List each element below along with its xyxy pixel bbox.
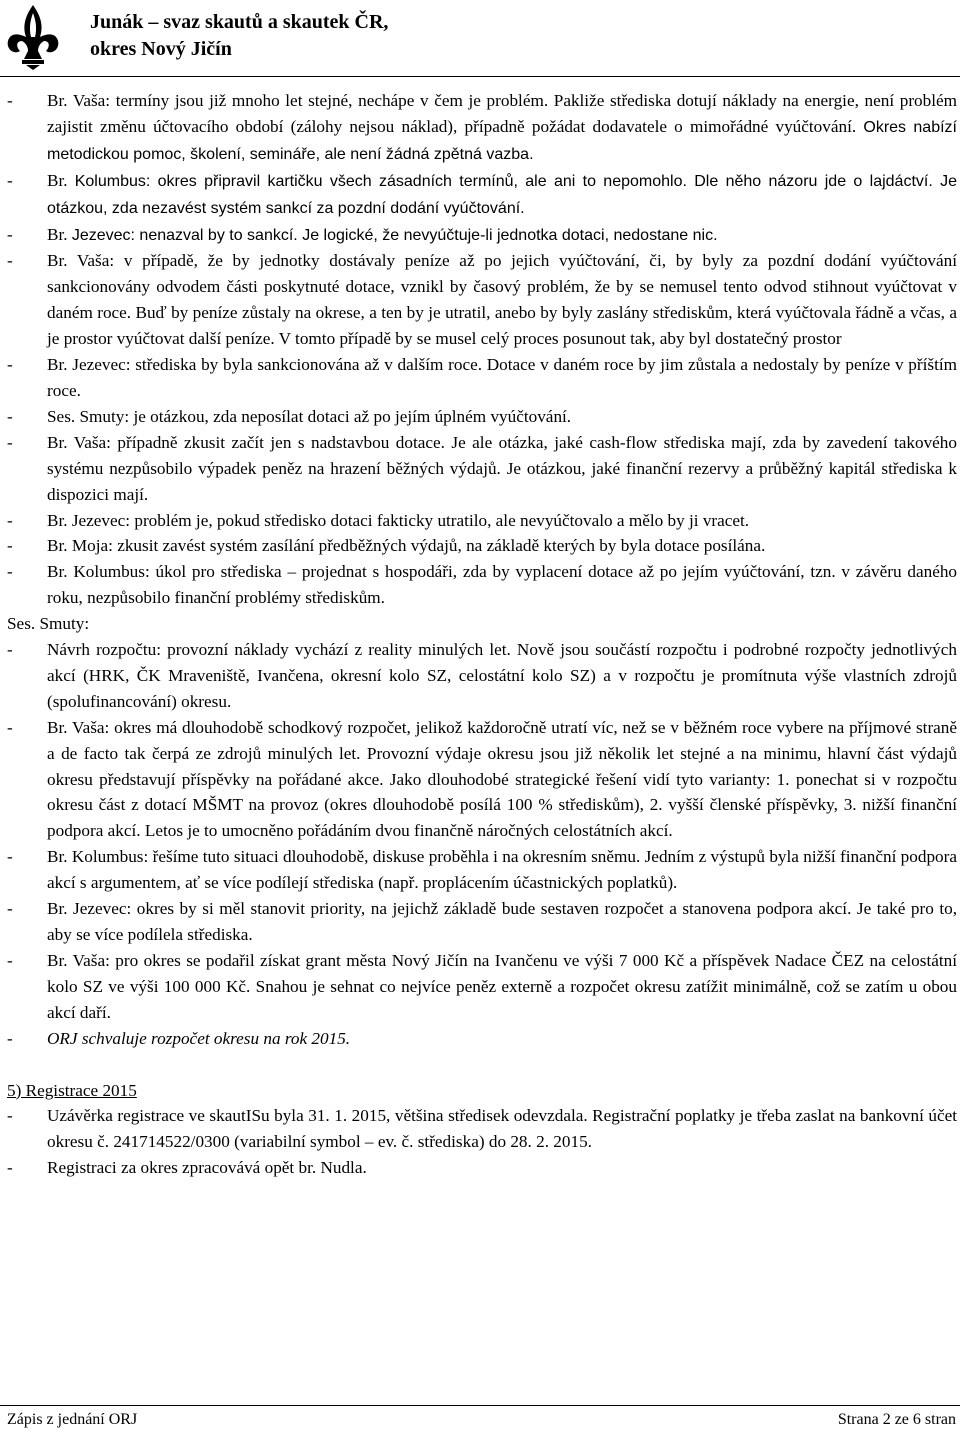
speaker: Br. Jezevec:: [47, 355, 131, 375]
item-text: pro okres se podařil získat grant města Nový Jičín na Ivančenu ve výši 7 000 Kč a příspěvek Nadace ČEZ na celostátní kolo SZ ve výši 100 000 Kč. Snahou je sehnat co nejvíce peněz externě a rozpočet okresu zatížit minimálně, což se zatím u obou akcí daří.: [47, 950, 958, 1022]
list-item: - Br. Vaša: pro okres se podařil získat grant města Nový Jičín na Ivančenu ve výši 7 000 Kč a příspěvek Nadace ČEZ na celostátní kolo SZ ve výši 100 000 Kč. Snahou je sehnat co nejvíce peněz externě a rozpočet okresu zatížit minimálně, což se zatím u obou akcí daří.: [7, 950, 958, 1022]
item-text: úkol pro střediska – projednat s hospodáři, zda by vyplacení dotace až po jejím vyúčtování, tzn. v závěru daného roku, nezpůsobilo finanční problémy střediskům.: [47, 562, 958, 608]
scout-lily-logo-icon: [4, 3, 62, 71]
item-text: střediska by byla sankcionována až v dalším roce. Dotace v daném roce by jim zůstala a nedostaly by peníze v příštím roce.: [47, 355, 957, 400]
speaker: Br.: [47, 170, 68, 190]
list-item-resolution: - ORJ schvaluje rozpočet okresu na rok 2015.: [7, 1028, 351, 1048]
item-text: okres má dlouhodobě schodkový rozpočet, jelikož každoročně utratí víc, než se v běžném roce vybere na příjmové straně a de facto tak čerpá ze zdrojů minulých let. Provozní výdaje okresu jsou již několik let stejné a na minimu, hlavní část výdajů okresu představují příspěvky na pořádané akce. Jako dlouhodobé strategické řešení vidí tyto varianty: 1. ponechat si v rozpočtu okresu část z dotací MŠMT na provoz (okres dlouhodobě posílá 100 % střediskům), 2. vyšší členské příspěvky, 3. nižší finanční podpora akcí. Letos je to umocněno pořádáním dvou finančně náročných celostátních akcí.: [47, 717, 958, 841]
list-item: - Br. Jezevec: nenazval by to sankcí. Je logické, že nevyúčtuje-li jednotka dotaci, nedostane nic.: [7, 224, 718, 244]
item-text: termíny jsou již mnoho let stejné, nechápe v čem je problém. Pakliže střediska dotují náklady na energie, není problém zajistit změnu účtovacího období (zálohy nejsou náklad), případně požádat dodavatele o mimořádné vyúčtování.: [47, 91, 958, 136]
list-item: - Uzávěrka registrace ve skautISu byla 31. 1. 2015, většina středisek odevzdala. Registrační poplatky je třeba zaslat na bankovní účet okresu č. 241714522/0300 (variabilní symbol – ev. č. střediska) do 28. 2. 2015.: [7, 1106, 957, 1152]
list-item: - Br. Vaša: případně zkusit začít jen s nadstavbou dotace. Je ale otázka, jaké cash-flow střediska mají, zda by zavedení takového systému nezpůsobilo výpadek peněz na hrazení běžných výdajů. Je otázkou, jaké finanční rezervy a průběžný kapitál střediska k dispozici mají.: [7, 432, 957, 504]
list-item: - Br. Kolumbus: řešíme tuto situaci dlouhodobě, diskuse proběhla i na okresním sněmu. Jedním z výstupů byla nižší finanční podpora akcí s argumentem, ať se více podílejí střediska (např. proplácením účastnických poplatků).: [7, 847, 958, 893]
item-text: problém je, pokud středisko dotaci fakticky utratilo, ale nevyúčtovalo a mělo by ji vracet.: [134, 510, 750, 530]
speaker: Br. Kolumbus:: [47, 847, 149, 867]
org-name: Junák – svaz skautů a skautek ČR,: [90, 11, 389, 33]
footer-left: Zápis z jednání ORJ: [7, 1411, 138, 1428]
list-item: - Ses. Smuty: je otázkou, zda neposílat dotaci až po jejím úplném vyúčtování.: [7, 406, 572, 426]
list-item: - Registraci za okres zpracovává opět br. Nudla.: [7, 1158, 367, 1178]
list-item: - Br. Kolumbus: okres připravil kartičku všech zásadních termínů, ale ani to nepomohlo. Dle něho názoru jde o lajdáctví. Je otázkou, zda nezavést systém sankcí za pozdní dodání vyúčtování.: [7, 170, 958, 217]
speaker: Ses. Smuty:: [47, 406, 130, 426]
item-text: v případě, že by jednotky dostávaly peníze až po jejich vyúčtování, či, by byly za pozdní dodání vyúčtování sankcionovány odvodem části poskytnuté dotace, vznikl by časový problém, že by se nemusel tento odvod stihnout vyúčtovat v daném roce. Buď by peníze zůstaly na okrese, a ten by je utratil, anebo by byly zaslány střediskům, která vyúčtovala řádně a včas, a je prostor vyúčtovat další peníze. V tomto případě by se musel celý proces posunout tak, aby byl dostatečný prostor: [47, 251, 958, 349]
speaker: Br.: [47, 224, 68, 244]
list-item: - Br. Vaša: v případě, že by jednotky dostávaly peníze až po jejich vyúčtování, či, by byly za pozdní dodání vyúčtování sankcionovány odvodem části poskytnuté dotace, vznikl by časový problém, že by se nemusel tento odvod stihnout vyúčtovat v daném roce. Buď by peníze zůstaly na okrese, a ten by je utratil, anebo by byly zaslány střediskům, která vyúčtovala řádně a včas, a je prostor vyúčtovat další peníze. V tomto případě by se musel celý proces posunout tak, aby byl dostatečný prostor: [7, 251, 958, 349]
section-heading: 5) Registrace 2015: [7, 1080, 137, 1100]
item-text: případně zkusit začít jen s nadstavbou dotace. Je ale otázka, jaké cash-flow střediska mají, zda by zavedení takového systému nezpůsobilo výpadek peněz na hrazení běžných výdajů. Je otázkou, jaké finanční rezervy a průběžný kapitál střediska k dispozici mají.: [47, 432, 957, 504]
item-text: Návrh rozpočtu: provozní náklady vychází z reality minulých let. Nově jsou součástí rozpočtu i podrobné rozpočty jednotlivých akcí (HRK, ČK Mraveniště, Ivančena, okresní kolo SZ, celostátní kolo SZ) a v rozpočtu je promítnuta výše vlastních zdrojů (spolufinancování) okresu.: [47, 640, 957, 711]
list-item: - Br. Kolumbus: úkol pro střediska – projednat s hospodáři, zda by vyplacení dotace až po jejím vyúčtování, tzn. v závěru daného roku, nezpůsobilo finanční problémy střediskům.: [7, 562, 958, 608]
item-text: řešíme tuto situaci dlouhodobě, diskuse proběhla i na okresním sněmu. Jedním z výstupů byla nižší finanční podpora akcí s argumentem, ať se více podílejí střediska (např. proplácením účastnických poplatků).: [47, 847, 958, 893]
header-divider: [0, 76, 960, 77]
speaker: Br. Vaša:: [47, 950, 110, 970]
speaker: Br. Vaša:: [47, 717, 110, 737]
resolution-text: ORJ schvaluje rozpočet okresu na rok 2015.: [47, 1028, 351, 1048]
footer-divider: [0, 1405, 960, 1406]
list-item: - Návrh rozpočtu: provozní náklady vychází z reality minulých let. Nově jsou součástí rozpočtu i podrobné rozpočty jednotlivých akcí (HRK, ČK Mraveniště, Ivančena, okresní kolo SZ, celostátní kolo SZ) a v rozpočtu je promítnuta výše vlastních zdrojů (spolufinancování) okresu.: [7, 640, 957, 711]
page-header: [0, 0, 960, 80]
list-item: - Br. Jezevec: střediska by byla sankcionována až v dalším roce. Dotace v daném roce by jim zůstala a nedostaly by peníze v příštím roce.: [7, 355, 957, 400]
item-text: Registraci za okres zpracovává opět br. Nudla.: [47, 1158, 367, 1178]
speaker: Br. Jezevec:: [47, 510, 131, 530]
speaker: Br. Moja:: [47, 536, 113, 556]
page-footer: [0, 1405, 960, 1435]
section-speaker-label: Ses. Smuty:: [7, 614, 90, 634]
list-item: - Br. Jezevec: okres by si měl stanovit priority, na jejichž základě bude sestaven rozpočet a stanovena podpora akcí. Je také pro to, aby se více podílela střediska.: [7, 899, 957, 944]
list-item: - Br. Moja: zkusit zavést systém zasílání předběžných výdajů, na základě kterých by byla dotace posílána.: [7, 536, 766, 556]
list-item: - Br. Vaša: okres má dlouhodobě schodkový rozpočet, jelikož každoročně utratí víc, než se v běžném roce vybere na příjmové straně a de facto tak čerpá ze zdrojů minulých let. Provozní výdaje okresu jsou již několik let stejné a na minimu, hlavní část výdajů okresu představují příspěvky na pořádané akce. Jako dlouhodobé strategické řešení vidí tyto varianty: 1. ponechat si v rozpočtu okresu část z dotací MŠMT na provoz (okres dlouhodobě posílá 100 % střediskům), 2. vyšší členské příspěvky, 3. nižší finanční podpora akcí. Letos je to umocněno pořádáním dvou finančně náročných celostátních akcí.: [7, 717, 958, 841]
speaker: Br. Vaša:: [47, 432, 111, 452]
item-text: zkusit zavést systém zasílání předběžných výdajů, na základě kterých by byla dotace posílána.: [117, 536, 766, 556]
item-text-sans: Okres nabízí metodickou pomoc, školení, semináře, ale není žádná zpětná vazba.: [47, 118, 957, 163]
page-number: Strana 2 ze 6 stran: [837, 1411, 956, 1428]
item-text: Uzávěrka registrace ve skautISu byla 31. 1. 2015, většina středisek odevzdala. Registrační poplatky je třeba zaslat na bankovní účet okresu č. 241714522/0300 (variabilní symbol – ev. č. střediska) do 28. 2. 2015.: [47, 1106, 957, 1152]
speaker: Br. Vaša:: [47, 91, 111, 110]
speaker: Br. Kolumbus:: [47, 562, 150, 582]
item-text-sans: Kolumbus: okres připravil kartičku všech zásadních termínů, ale ani to nepomohlo. Dle něho názoru jde o lajdáctví. Je otázkou, zda nezavést systém sankcí za pozdní dodání vyúčtování.: [47, 172, 958, 217]
list-item: - Br. Vaša: termíny jsou již mnoho let stejné, nechápe v čem je problém. Pakliže střediska dotují náklady na energie, není problém zajistit změnu účtovacího období (zálohy nejsou náklad), případně požádat dodavatele o mimořádné vyúčtování. Okres nabízí metodickou pomoc, školení, semináře, ale není žádná zpětná vazba.: [7, 91, 958, 163]
item-text-sans: Jezevec: nenazval by to sankcí. Je logické, že nevyúčtuje-li jednotka dotaci, nedostane nic.: [71, 226, 718, 244]
item-text: je otázkou, zda neposílat dotaci až po jejím úplném vyúčtování.: [133, 406, 572, 426]
speaker: Br. Jezevec:: [47, 899, 132, 919]
document-body: [7, 88, 957, 1181]
org-district: okres Nový Jičín: [90, 38, 232, 60]
speaker: Br. Vaša:: [47, 251, 115, 271]
list-item: - Br. Jezevec: problém je, pokud středisko dotaci fakticky utratilo, ale nevyúčtovalo a mělo by ji vracet.: [7, 510, 750, 530]
item-text: okres by si měl stanovit priority, na jejichž základě bude sestaven rozpočet a stanovena podpora akcí. Je také pro to, aby se více podílela střediska.: [47, 899, 957, 944]
